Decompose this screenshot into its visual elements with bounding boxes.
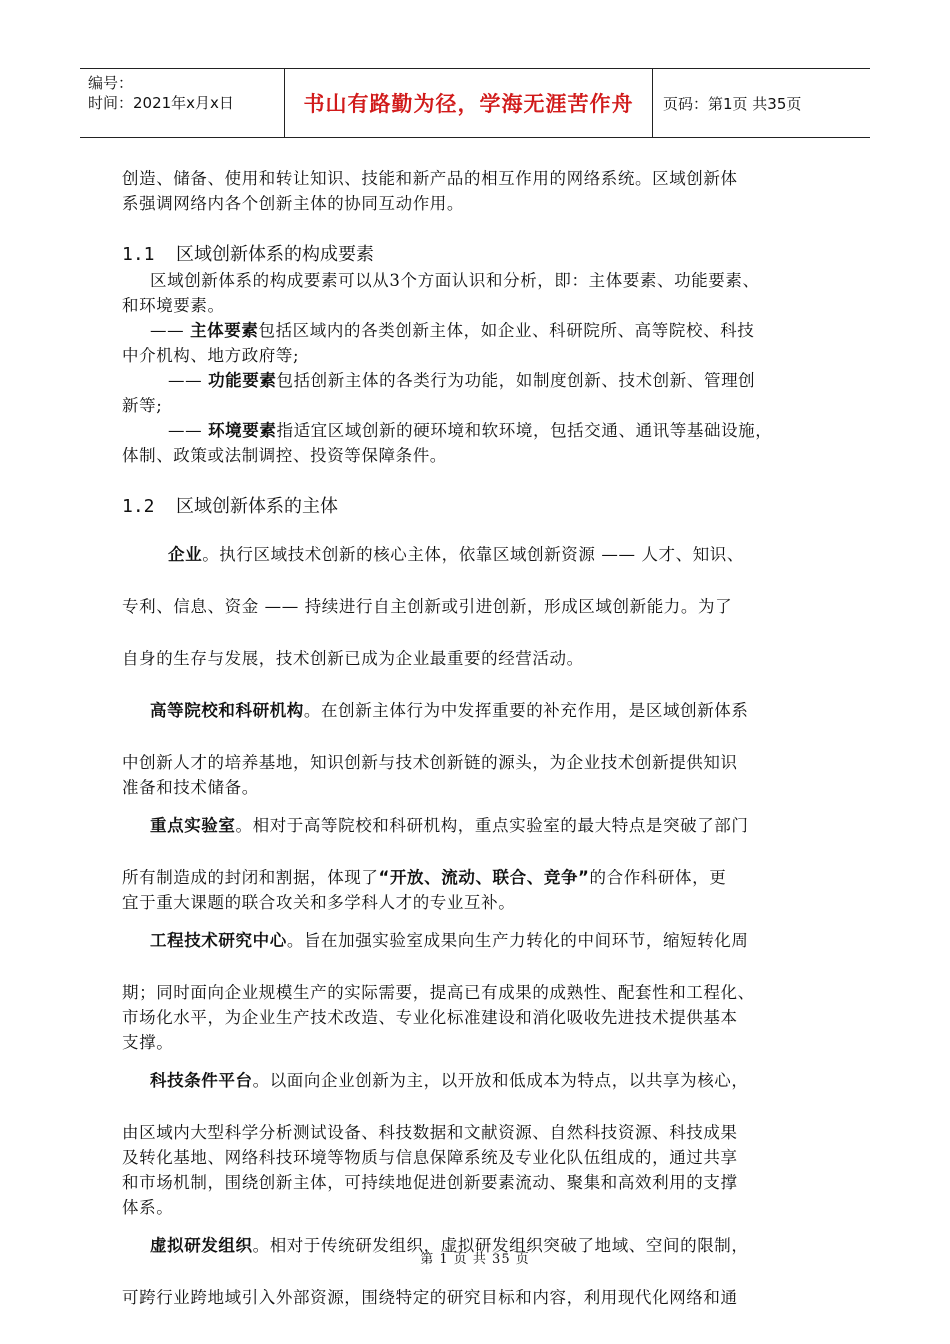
page-header xyxy=(80,68,870,138)
text-span: 。执行区域技术创新的核心主体，依靠区域创新资源 —— 人才、知识、 xyxy=(202,545,744,564)
header-motto-cell xyxy=(285,69,653,137)
spacer xyxy=(122,520,842,542)
section-heading-1-1 xyxy=(122,242,842,268)
text-span: 的合作科研体，更 xyxy=(589,868,727,887)
spacer xyxy=(122,468,842,494)
paragraph: 新等; xyxy=(122,396,163,415)
paragraph: 市场化水平，为企业生产技术改造、专业化标准建设和消化吸收先进技术提供基本 xyxy=(122,1008,738,1027)
element-line xyxy=(122,318,842,343)
paragraph: 宜于重大课题的联合攻关和多学科人才的专业互补。 xyxy=(122,893,516,912)
text-span: 包括区域内的各类创新主体，如企业、科研院所、高等院校、科技 xyxy=(258,321,755,340)
paragraph xyxy=(122,813,842,839)
section-number: 1.1 xyxy=(122,244,155,265)
paragraph xyxy=(122,542,842,568)
paragraph xyxy=(122,698,842,724)
paragraph: 准备和技术储备。 xyxy=(122,778,259,797)
header-motto: 书山有路勤为径，学海无涯苦作舟 xyxy=(303,92,634,116)
paragraph: 体制、政策或法制调控、投资等保障条件。 xyxy=(122,446,447,465)
section-title: 区域创新体系的构成要素 xyxy=(176,244,374,265)
header-left-cell xyxy=(80,69,285,137)
term-highlight: 企业 xyxy=(168,545,203,564)
paragraph: 体系。 xyxy=(122,1198,174,1217)
paragraph: 自身的生存与发展，技术创新已成为企业最重要的经营活动。 xyxy=(122,649,584,668)
spacer xyxy=(122,216,842,242)
document-body xyxy=(122,166,842,1310)
dash: —— xyxy=(168,371,203,390)
paragraph: 区域创新体系的构成要素可以从3个方面认识和分析，即：主体要素、功能要素、 xyxy=(150,271,760,290)
text-span: 。在创新主体行为中发挥重要的补充作用，是区域创新体系 xyxy=(303,701,749,720)
term-highlight: 虚拟研发组织 xyxy=(150,1236,253,1255)
term-highlight: 功能要素 xyxy=(208,371,277,390)
paragraph xyxy=(122,865,842,890)
term-highlight: 科技条件平台 xyxy=(150,1071,253,1090)
section-number: 1.2 xyxy=(122,496,155,517)
paragraph: 期；同时面向企业规模生产的实际需要，提高已有成果的成熟性、配套性和工程化、 xyxy=(122,983,755,1002)
text-span: 所有制造成的封闭和割据，体现了 xyxy=(122,868,379,887)
paragraph: 和市场机制，围绕创新主体，可持续地促进创新要素流动、聚集和高效利用的支撑 xyxy=(122,1173,738,1192)
element-line xyxy=(122,368,842,393)
paragraph: 中介机构、地方政府等; xyxy=(122,346,300,365)
text-span: 。相对于传统研发组织，虚拟研发组织突破了地域、空间的限制， xyxy=(252,1236,749,1255)
paragraph: 专利、信息、资金 —— 持续进行自主创新或引进创新，形成区域创新能力。为了 xyxy=(122,597,733,616)
paragraph xyxy=(122,1068,842,1094)
text-span: 。旨在加强实验室成果向生产力转化的中间环节，缩短转化周 xyxy=(286,931,749,950)
text-span: 。相对于高等院校和科研机构，重点实验室的最大特点是突破了部门 xyxy=(235,816,749,835)
term-highlight: 高等院校和科研机构 xyxy=(150,701,304,720)
term-highlight: 环境要素 xyxy=(208,421,277,440)
paragraph: 及转化基地、网络科技环境等物质与信息保障系统及专业化队伍组成的，通过共享 xyxy=(122,1148,738,1167)
dash: —— xyxy=(150,321,185,340)
dash: —— xyxy=(168,421,203,440)
term-highlight: 主体要素 xyxy=(190,321,259,340)
header-number-label: 编号： xyxy=(88,74,134,92)
term-highlight: 工程技术研究中心 xyxy=(150,931,287,950)
paragraph xyxy=(122,928,842,954)
element-line xyxy=(122,418,842,443)
paragraph: 支撑。 xyxy=(122,1033,174,1052)
header-page-info: 页码：第1页 共35页 xyxy=(663,94,802,113)
paragraph: 可跨行业跨地域引入外部资源，围绕特定的研究目标和内容，利用现代化网络和通 xyxy=(122,1288,738,1307)
term-highlight: 重点实验室 xyxy=(150,816,236,835)
text-span: 指适宜区域创新的硬环境和软环境，包括交通、通讯等基础设施， xyxy=(276,421,773,440)
emphasis-quote: “开放、流动、联合、竞争” xyxy=(378,868,590,887)
paragraph: 由区域内大型科学分析测试设备、科技数据和文献资源、自然科技资源、科技成果 xyxy=(122,1123,738,1142)
text-span: 包括创新主体的各类行为功能，如制度创新、技术创新、管理创 xyxy=(276,371,756,390)
paragraph: 中创新人才的培养基地，知识创新与技术创新链的源头，为企业技术创新提供知识 xyxy=(122,753,738,772)
text-span: 。以面向企业创新为主，以开放和低成本为特点，以共享为核心， xyxy=(252,1071,749,1090)
intro-line-1: 创造、储备、使用和转让知识、技能和新产品的相互作用的网络系统。区域创新体 xyxy=(122,169,738,188)
page-footer: 第 1 页 共 35 页 xyxy=(420,1252,530,1267)
header-time-label: 时间：2021年x月x日 xyxy=(88,94,234,112)
section-heading-1-2 xyxy=(122,494,842,520)
intro-line-2: 系强调网络内各个创新主体的协同互动作用。 xyxy=(122,194,464,213)
paragraph: 和环境要素。 xyxy=(122,296,225,315)
section-title: 区域创新体系的主体 xyxy=(176,496,338,517)
